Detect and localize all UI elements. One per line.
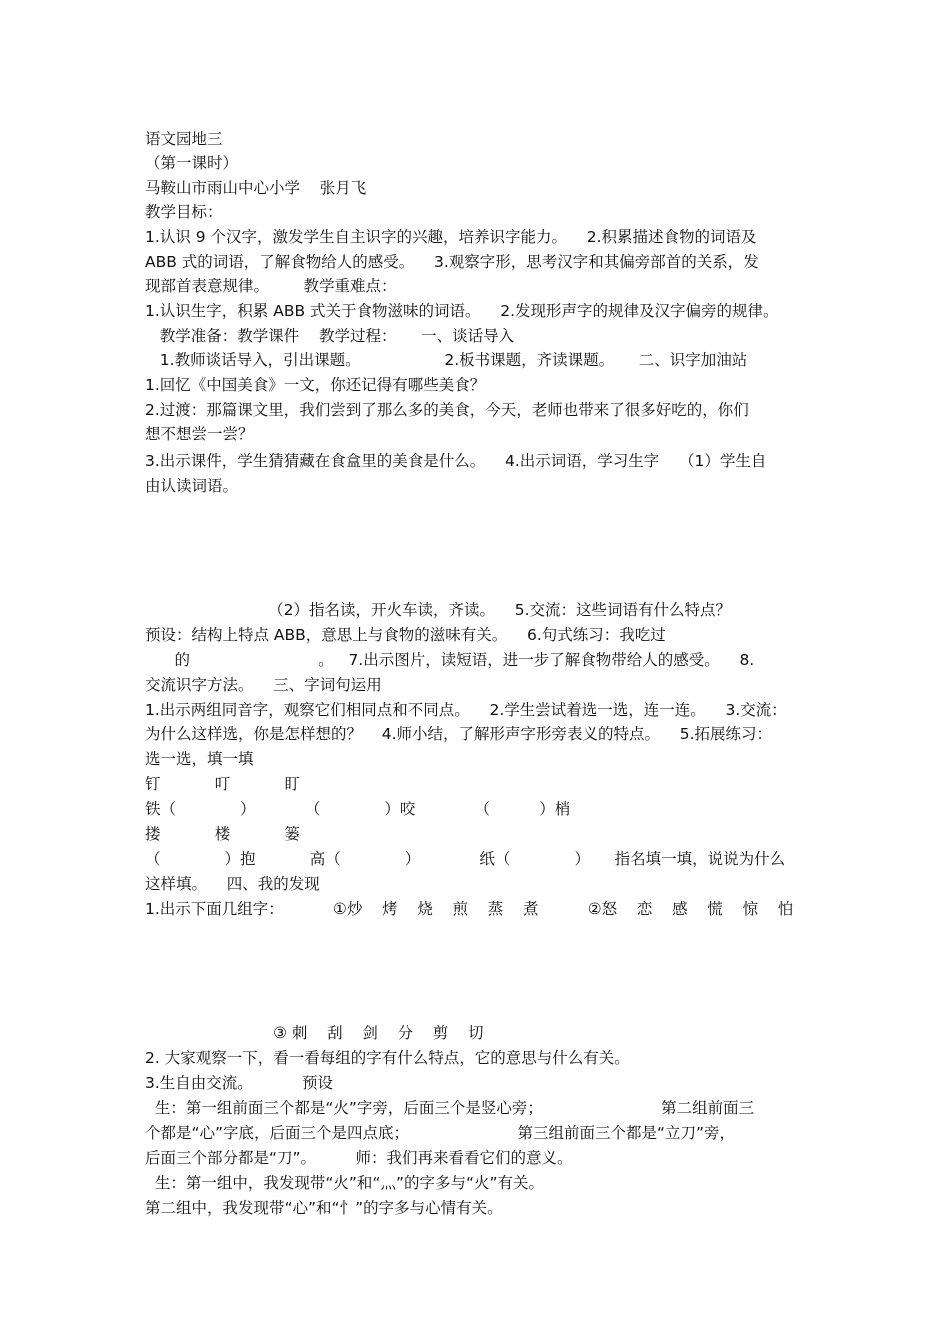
text-line: 第二组中，我发现带“心”和“忄”的字多与心情有关。	[145, 1199, 503, 1217]
text-line: 1.认识 9 个汉字，激发学生自主识字的兴趣，培养识字能力。 2.积累描述食物的词语及	[145, 228, 757, 246]
text-line: 为什么这样选，你是怎样想的？ 4.师小结，了解形声字形旁表义的特点。 5.拓展练习：	[145, 725, 772, 743]
text-line: 个都是“心”字底，后面三个是四点底； 第三组前面三个都是“立刀”旁，	[145, 1124, 736, 1142]
text-line: 现部首表意规律。 教学重难点：	[145, 277, 397, 295]
char-groups-line: 1.出示下面几组字： ①炒 烤 烧 煎 蒸 煮 ②怒 恋 感 慌 惊 怕	[145, 900, 794, 918]
text-line: 1.教师谈话导入，引出课题。 2.板书课题，齐读课题。 二、识字加油站	[145, 351, 748, 369]
author-line: 马鞍山市雨山中心小学 张月飞	[145, 179, 367, 197]
text-line: 1.回忆《中国美食》一文，你还记得有哪些美食？	[145, 376, 486, 394]
text-line: （2）指名读，开火车读，齐读。 5.交流：这些词语有什么特点？	[145, 601, 732, 619]
fill-blank-row: 铁（ ） （ ）咬 （ ）梢	[145, 800, 571, 818]
lesson-period: （第一课时）	[145, 154, 239, 172]
char-groups-line: ③ 刺 刮 剑 分 剪 切	[145, 1024, 484, 1042]
char-group: 钉 叮 盯	[145, 775, 300, 793]
doc-title: 语文园地三	[145, 130, 223, 148]
text-line: 生：第一组前面三个都是“火”字旁，后面三个是竖心旁； 第二组前面三	[145, 1099, 755, 1117]
text-line: 2.过渡：那篇课文里，我们尝到了那么多的美食，今天，老师也带来了很多好吃的，你们	[145, 401, 749, 419]
text-line: 选一选，填一填	[145, 750, 254, 768]
text-line: 的 。 7.出示图片，读短语，进一步了解食物带给人的感受。 8.	[145, 651, 755, 669]
text-line: 1.认识生字，积累 ABB 式关于食物滋味的词语。 2.发现形声字的规律及汉字偏旁的规律。	[145, 302, 779, 320]
text-line: 3.出示课件，学生猜猜藏在食盒里的美食是什么。 4.出示词语，学习生字 （1）学生自	[145, 452, 767, 470]
text-line: 生：第一组中，我发现带“火”和“灬”的字多与“火”有关。	[145, 1174, 545, 1192]
text-line: ABB 式的词语，了解食物给人的感受。 3.观察字形，思考汉字和其偏旁部首的关系，发	[145, 253, 759, 271]
text-line: 1.出示两组同音字，观察它们相同点和不同点。 2.学生尝试着选一选，连一连。 3.交流：	[145, 701, 787, 719]
text-line: 2. 大家观察一下，看一看每组的字有什么特点，它的意思与什么有关。	[145, 1049, 630, 1067]
text-line: 这样填。 四、我的发现	[145, 875, 320, 893]
section-heading: 教学目标：	[145, 203, 223, 221]
text-line: 交流识字方法。 三、字词句运用	[145, 676, 382, 694]
fill-blank-row: （ ）抱 高（ ） 纸（ ） 指名填一填，说说为什么	[145, 850, 786, 868]
text-line: 想不想尝一尝？	[145, 425, 254, 443]
char-group: 搂 楼 篓	[145, 825, 300, 843]
text-line: 3.生自由交流。 预设	[145, 1074, 334, 1092]
text-line: 后面三个部分都是“刀”。 师：我们再来看看它们的意义。	[145, 1149, 573, 1167]
text-line: 由认读词语。	[145, 477, 239, 495]
text-line: 预设：结构上特点 ABB，意思上与食物的滋味有关。 6.句式练习：我吃过	[145, 626, 666, 644]
text-line: 教学准备：教学课件 教学过程： 一、谈话导入	[145, 327, 515, 345]
